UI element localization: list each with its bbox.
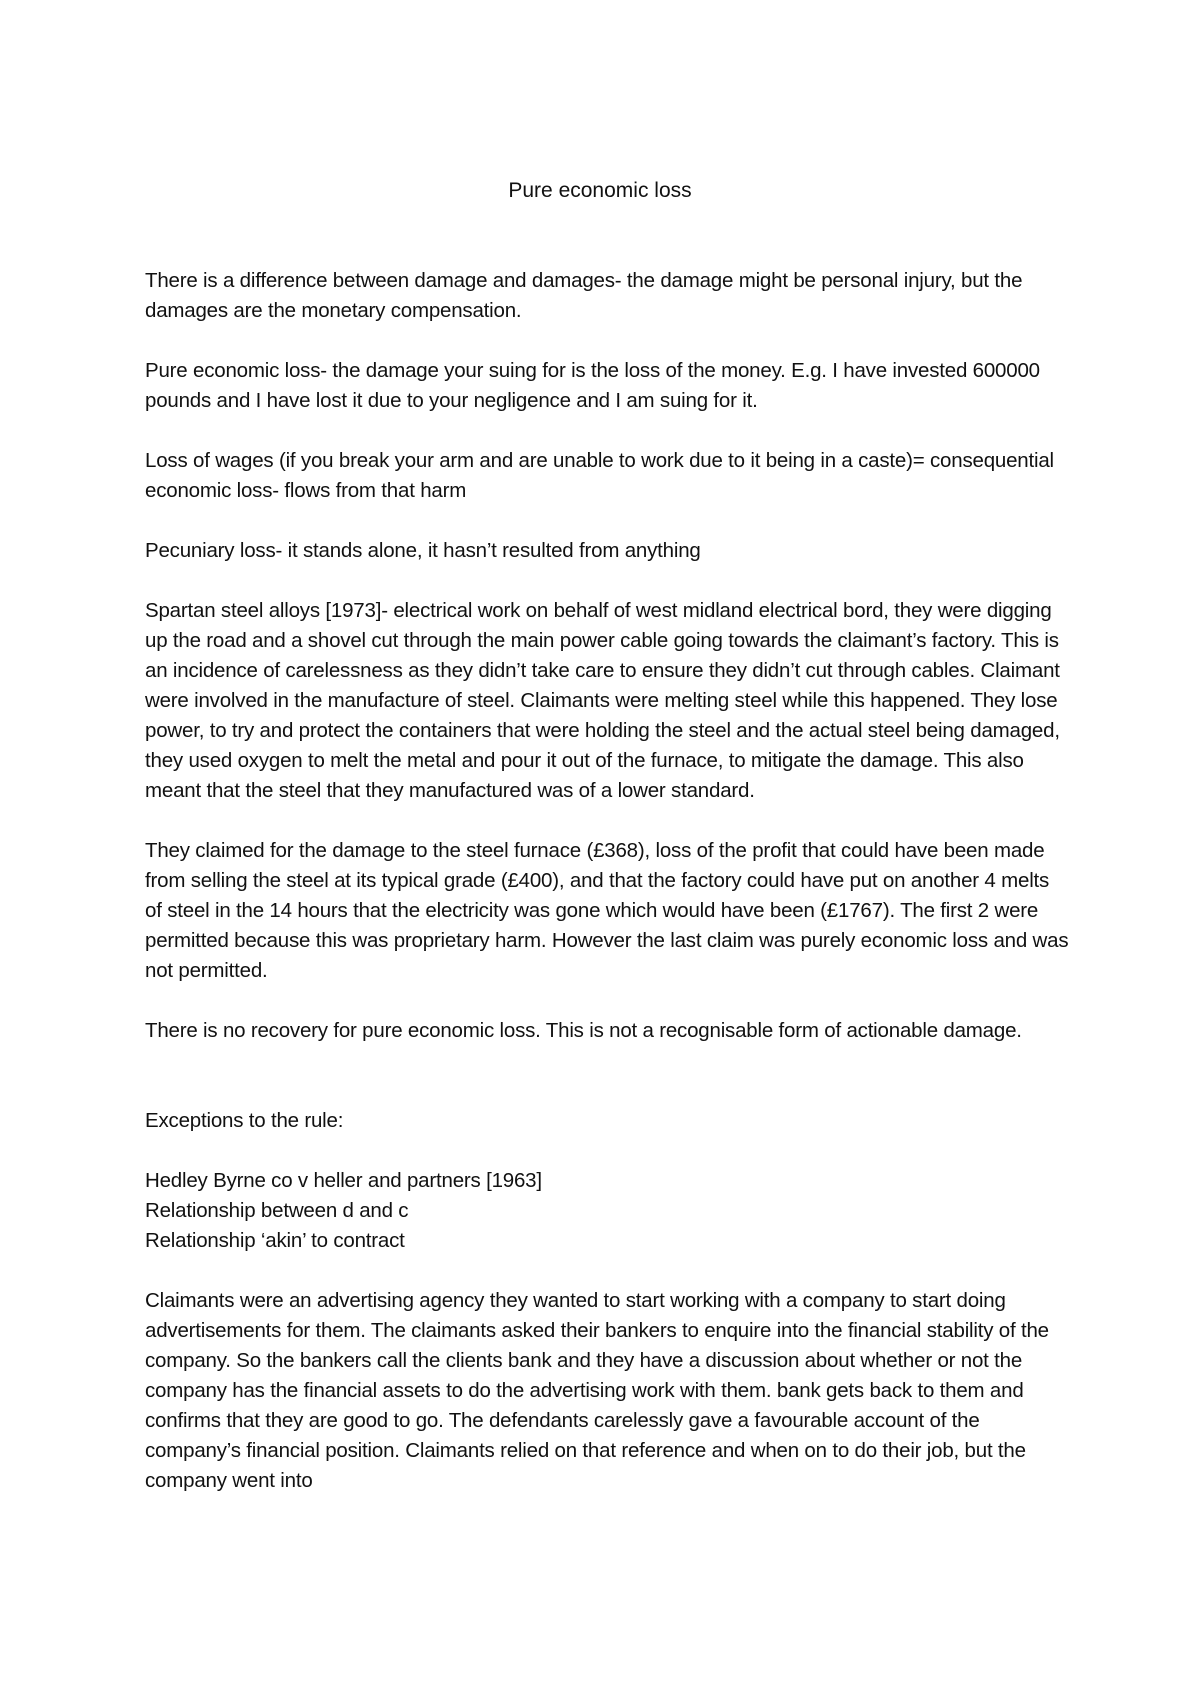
document-body bbox=[145, 266, 1070, 1496]
paragraph-no-recovery: There is no recovery for pure economic loss. This is not a recognisable form of actionable damage. bbox=[145, 1019, 1022, 1042]
case-hedley-byrne: Hedley Byrne co v heller and partners [1963] bbox=[145, 1169, 542, 1192]
paragraph-pure-economic-loss: Pure economic loss- the damage your suing for is the loss of the money. E.g. I have invested 600000 pounds and I have lost it due to your negligence and I am suing for it. bbox=[145, 359, 1040, 412]
paragraph-advertising-agency: Claimants were an advertising agency they wanted to start working with a company to start doing advertisements for them. The claimants asked their bankers to enquire into the financial stability of the company. So the bankers call the clients bank and they have a discussion about whether or not the company has the financial assets to do the advertising work with them. bank gets back to them and confirms that they are good to go. The defendants carelessly gave a favourable account of the company’s financial position. Claimants relied on that reference and when on to do their job, but the company went into bbox=[145, 1289, 1049, 1492]
paragraph-pecuniary-loss: Pecuniary loss- it stands alone, it hasn’t resulted from anything bbox=[145, 539, 701, 562]
heading-exceptions: Exceptions to the rule: bbox=[145, 1109, 344, 1132]
note-relationship-d-c: Relationship between d and c bbox=[145, 1199, 409, 1222]
document-title: Pure economic loss bbox=[508, 179, 692, 202]
note-relationship-akin: Relationship ‘akin’ to contract bbox=[145, 1229, 405, 1252]
paragraph-damage-vs-damages: There is a difference between damage and damages- the damage might be personal injury, but the damages are the monetary compensation. bbox=[145, 269, 1023, 322]
paragraph-loss-of-wages: Loss of wages (if you break your arm and are unable to work due to it being in a caste)= consequential economic loss- flows from that harm bbox=[145, 449, 1054, 502]
paragraph-claims: They claimed for the damage to the steel furnace (£368), loss of the profit that could have been made from selling the steel at its typical grade (£400), and that the factory could have put on another 4 melts of steel in the 14 hours that the electricity was gone which would have been (£1767). The first 2 were permitted because this was proprietary harm. However the last claim was purely economic loss and was not permitted. bbox=[145, 839, 1069, 982]
paragraph-spartan-steel: Spartan steel alloys [1973]- electrical work on behalf of west midland electrical bord, they were digging up the road and a shovel cut through the main power cable going towards the claimant’s factory. This is an incidence of carelessness as they didn’t take care to ensure they didn’t cut through cables. Claimant were involved in the manufacture of steel. Claimants were melting steel while this happened. They lose power, to try and protect the containers that were holding the steel and the actual steel being damaged, they used oxygen to melt the metal and pour it out of the furnace, to mitigate the damage. This also meant that the steel that they manufactured was of a lower standard. bbox=[145, 599, 1060, 802]
